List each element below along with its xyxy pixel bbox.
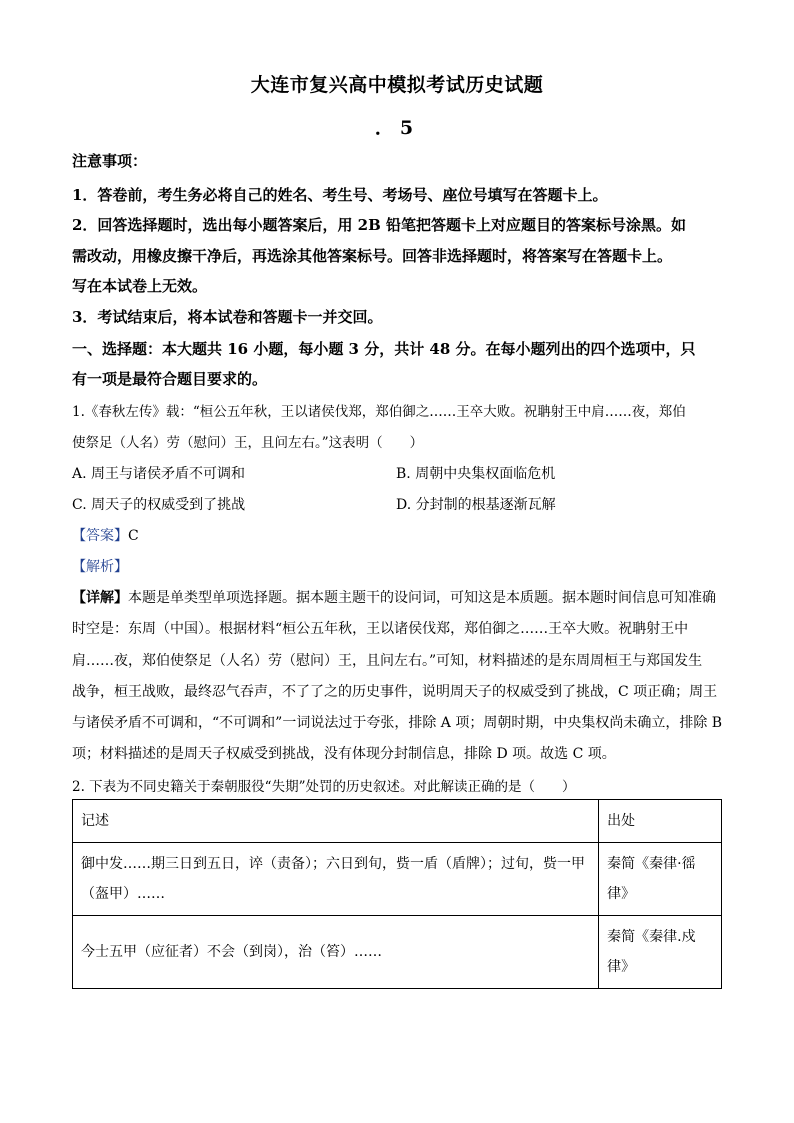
q1-detail-line-1: [72, 587, 716, 607]
detail-text-1: 本题是单类型单项选择题。据本题主题干的设问词，可知这是本质题。据本题时间信息可知准确: [128, 590, 716, 606]
table-row: [73, 843, 722, 916]
q1-detail-line-3: 肩……夜，郑伯使祭足（人名）劳（慰问）王，且问左右。”可知，材料描述的是东周周桓王与郑国发生: [72, 653, 703, 669]
detail-label: 【详解】: [72, 590, 128, 606]
section-1-heading-line-2: 有一项是最符合题目要求的。: [72, 370, 268, 388]
row2-source-line-2: 律》: [607, 959, 636, 975]
notice-item-2-line-1: 2．回答选择题时，选出每小题答案后，用 2B 铅笔把答题卡上对应题目的答案标号涂黑。如: [72, 216, 687, 234]
notice-item-1: 1．答卷前，考生务必将自己的姓名、考生号、考场号、座位号填写在答题卡上。: [72, 186, 608, 204]
section-1-heading-line-1: 一、选择题：本大题共 16 小题，每小题 3 分，共计 48 分。在每小题列出的四个选项中，只: [72, 340, 696, 358]
row1-source-line-2: 律》: [607, 886, 636, 902]
q1-detail-line-2: 时空是：东周（中国）。根据材料“桓公五年秋，王以诸侯伐郑，郑伯御之……王卒大败。祝聃射王中: [72, 621, 689, 637]
row1-record-line-1: 御中发……期三日到五日，谇（责备）；六日到旬，赀一盾（盾牌）；过旬，赀一甲: [81, 856, 585, 872]
answer-label: 【答案】: [72, 528, 128, 544]
table-cell-record: [73, 843, 599, 916]
row1-record-line-2: （盔甲）……: [81, 886, 165, 902]
q1-detail-line-6: 项；材料描述的是周天子权威受到挑战，没有体现分封制信息，排除 D 项。故选 C 项。: [72, 746, 616, 762]
q1-stem-line-1: 1.《春秋左传》载：“桓公五年秋，王以诸侯伐郑，郑伯御之……王卒大败。祝聃射王中肩……夜，郑伯: [72, 404, 686, 420]
notice-item-2-line-3: 写在本试卷上无效。: [72, 277, 208, 295]
row2-record-line-1: 今士五甲（应征者）不会（到岗），治（笞）……: [81, 944, 382, 960]
page-subtitle: ．5: [374, 117, 420, 139]
notice-heading: 注意事项：: [72, 152, 148, 170]
q2-stem: 2. 下表为不同史籍关于秦朝服役“失期”处罚的历史叙述。对此解读正确的是（ ）: [72, 779, 576, 795]
q1-detail-line-5: 与诸侯矛盾不可调和，“不可调和”一词说法过于夸张，排除 A 项；周朝时期，中央集权尚未确立，排除 B: [72, 715, 723, 731]
table-cell-record: [73, 916, 599, 989]
table-header-row: [73, 800, 722, 843]
table-cell-source: [599, 916, 722, 989]
q1-stem-line-2: 使祭足（人名）劳（慰问）王，且问左右。”这表明（ ）: [72, 435, 424, 451]
page-title: 大连市复兴高中模拟考试历史试题: [250, 74, 544, 96]
notice-item-2-line-2: 需改动，用橡皮擦干净后，再选涂其他答案标号。回答非选择题时，将答案写在答题卡上。: [72, 247, 673, 265]
q1-option-a: A. 周王与诸侯矛盾不可调和: [72, 466, 246, 482]
q1-option-d: D. 分封制的根基逐渐瓦解: [396, 497, 556, 513]
table-header-record: 记述: [73, 800, 599, 843]
q2-table: [72, 799, 722, 989]
notice-item-3: 3．考试结束后，将本试卷和答题卡一并交回。: [72, 308, 383, 326]
q1-detail-line-4: 战争，桓王战败，最终忍气吞声，不了了之的历史事件，说明周天子的权威受到了挑战，C 项正确；周王: [72, 684, 718, 700]
table-header-source: 出处: [599, 800, 722, 843]
row1-source-line-1: 秦简《秦律·徭: [607, 856, 696, 872]
analysis-label: 【解析】: [72, 559, 128, 575]
q1-option-c: C. 周天子的权威受到了挑战: [72, 497, 246, 513]
answer-value: C: [128, 528, 139, 544]
q1-answer: [72, 525, 139, 545]
q1-option-b: B. 周朝中央集权面临危机: [396, 466, 556, 482]
table-row: [73, 916, 722, 989]
row2-source-line-1: 秦简《秦律.戍: [607, 929, 696, 945]
table-cell-source: [599, 843, 722, 916]
